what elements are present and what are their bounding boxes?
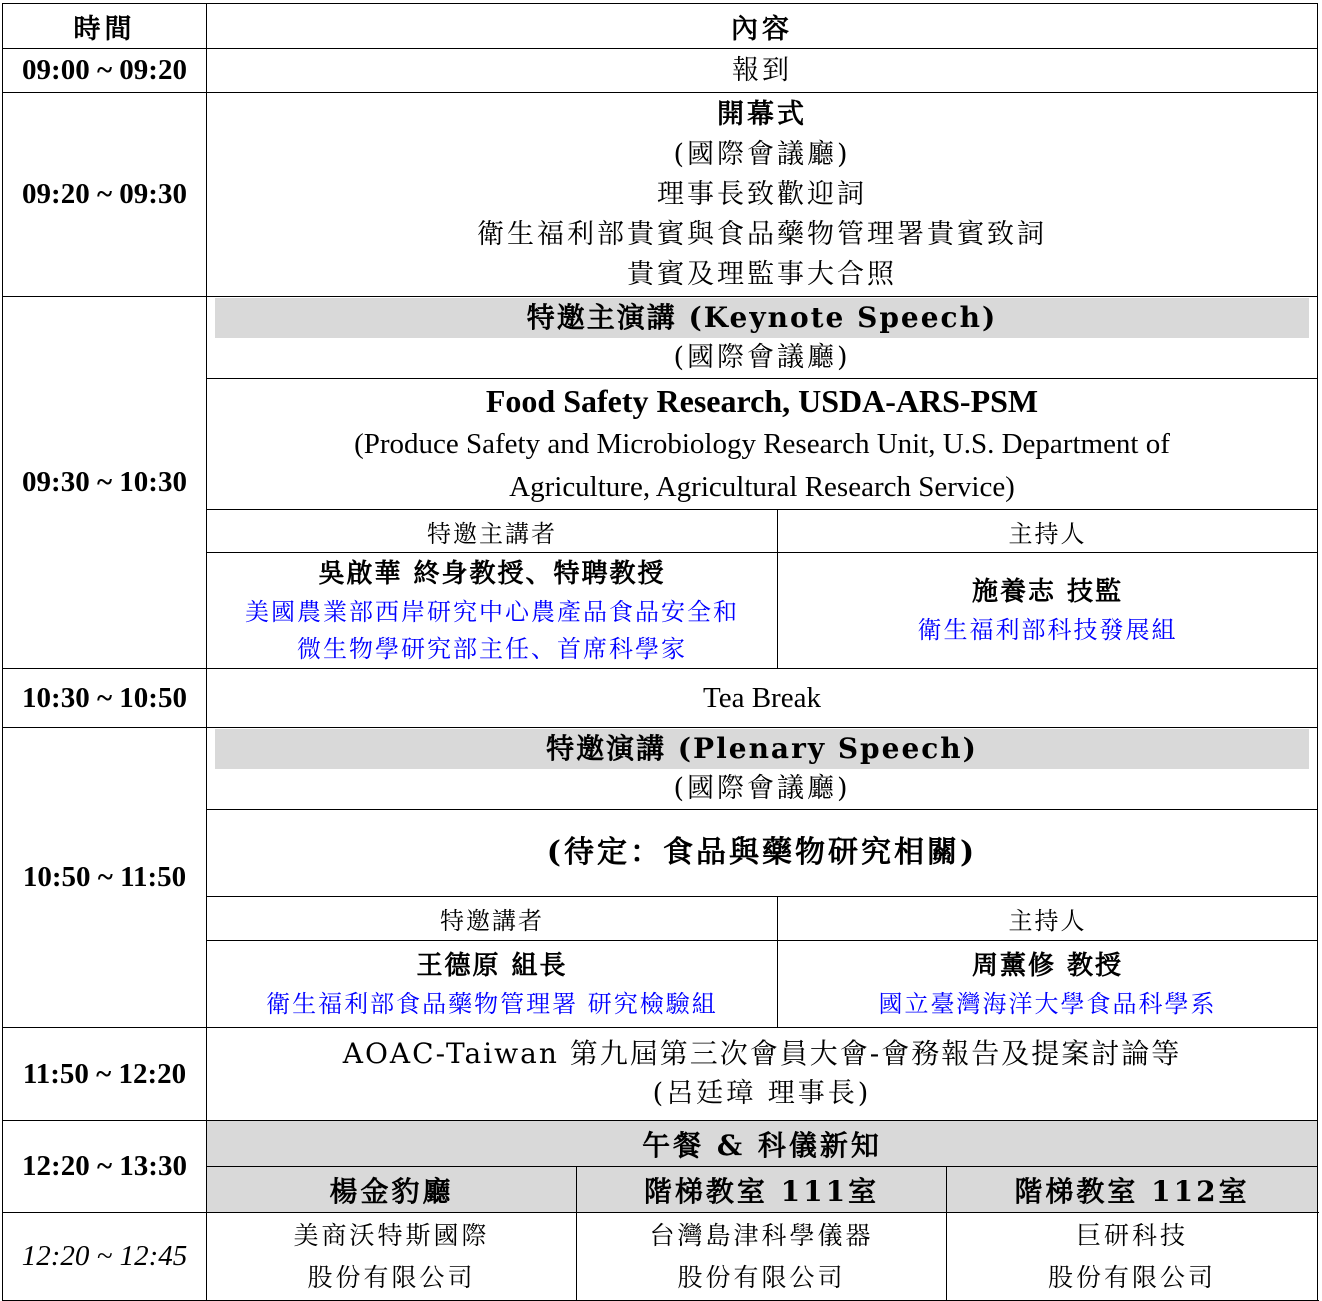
plenary-host-name: 周薰修 教授 xyxy=(971,950,1124,981)
plenary-speaker-org: 衛生福利部食品藥物管理署 研究檢驗組 xyxy=(266,989,718,1018)
plenary-host-org: 國立臺灣海洋大學食品科學系 xyxy=(878,989,1217,1018)
registration-time: 09:00 ~ 09:20 xyxy=(3,49,207,93)
sponsor-line2: 股份有限公司 xyxy=(307,1262,476,1292)
keynote-speaker-name: 吳啟華 終身教授、特聘教授 xyxy=(318,558,666,589)
agenda-table xyxy=(2,3,1318,1301)
plenary-speaker-cell xyxy=(207,941,778,1028)
keynote-speaker-org-line1: 美國農業部西岸研究中心農產品食品安全和 xyxy=(245,597,739,626)
keynote-host-cell xyxy=(778,553,1318,669)
plenary-host-cell xyxy=(778,941,1318,1028)
keynote-title-cell xyxy=(207,379,1318,510)
keynote-speaker-org-line2: 微生物學研究部主任、首席科學家 xyxy=(297,634,687,663)
keynote-host-label: 主持人 xyxy=(778,510,1318,553)
session1-time: 12:20 ~ 12:45 xyxy=(3,1213,207,1301)
plenary-speaker-label: 特邀講者 xyxy=(207,897,778,941)
opening-title: 開幕式 xyxy=(717,98,807,130)
sponsor-waters-cell xyxy=(207,1213,577,1301)
lunch-band: 午餐 & 科儀新知 xyxy=(207,1121,1318,1167)
assembly-time: 11:50 ~ 12:20 xyxy=(3,1028,207,1121)
sponsor-line2: 股份有限公司 xyxy=(677,1262,846,1292)
assembly-line2: (呂廷璋 理事長) xyxy=(652,1078,872,1109)
assembly-cell xyxy=(207,1028,1318,1121)
keynote-title: Food Safety Research, USDA-ARS-PSM xyxy=(485,383,1039,419)
sponsor-shimadzu-cell xyxy=(577,1213,947,1301)
plenary-header-cell xyxy=(207,728,1318,810)
keynote-band: 特邀主演講 (Keynote Speech) xyxy=(215,298,1309,338)
opening-line: 理事長致歡迎詞 xyxy=(657,178,867,210)
opening-time: 09:20 ~ 09:30 xyxy=(3,93,207,297)
keynote-host-name: 施養志 技監 xyxy=(971,577,1124,607)
opening-cell xyxy=(207,93,1318,297)
sponsor-line1: 台灣島津科學儀器 xyxy=(649,1220,874,1250)
sponsor-line1: 美商沃特斯國際 xyxy=(293,1220,490,1250)
keynote-subtitle-line2: Agriculture, Agricultural Research Service) xyxy=(509,471,1015,503)
lunch-time: 12:20 ~ 13:30 xyxy=(3,1121,207,1213)
sponsor-juyan-cell xyxy=(947,1213,1318,1301)
plenary-title: (待定：食品與藥物研究相關) xyxy=(207,810,1318,897)
header-content: 內容 xyxy=(207,4,1318,49)
keynote-speaker-label: 特邀主講者 xyxy=(207,510,778,553)
plenary-band: 特邀演講 (Plenary Speech) xyxy=(215,729,1309,769)
keynote-time: 09:30 ~ 10:30 xyxy=(3,297,207,669)
sponsor-line1: 巨研科技 xyxy=(1075,1220,1188,1250)
room-111: 階梯教室 111室 xyxy=(577,1167,947,1213)
room-112: 階梯教室 112室 xyxy=(947,1167,1318,1213)
keynote-header-cell xyxy=(207,297,1318,379)
room-yang-jin-bao-hall: 楊金豹廳 xyxy=(207,1167,577,1213)
keynote-venue: (國際會議廳) xyxy=(673,341,851,373)
plenary-venue: (國際會議廳) xyxy=(673,772,851,804)
registration-label: 報到 xyxy=(207,49,1318,93)
opening-line: 衛生福利部貴賓與食品藥物管理署貴賓致詞 xyxy=(477,218,1047,250)
tea-break-time: 10:30 ~ 10:50 xyxy=(3,669,207,728)
keynote-subtitle-line1: (Produce Safety and Microbiology Research Unit, U.S. Department of xyxy=(354,428,1170,460)
header-time: 時間 xyxy=(3,4,207,49)
assembly-line1: AOAC-Taiwan 第九屆第三次會員大會-會務報告及提案討論等 xyxy=(342,1037,1182,1070)
plenary-host-label: 主持人 xyxy=(778,897,1318,941)
plenary-time: 10:50 ~ 11:50 xyxy=(3,728,207,1028)
opening-venue: (國際會議廳) xyxy=(673,138,851,170)
plenary-speaker-name: 王德原 組長 xyxy=(416,950,568,981)
sponsor-line2: 股份有限公司 xyxy=(1047,1262,1216,1292)
opening-line: 貴賓及理監事大合照 xyxy=(627,258,897,290)
keynote-speaker-cell xyxy=(207,553,778,669)
keynote-host-org: 衛生福利部科技發展組 xyxy=(917,616,1178,644)
tea-break-label: Tea Break xyxy=(207,669,1318,728)
